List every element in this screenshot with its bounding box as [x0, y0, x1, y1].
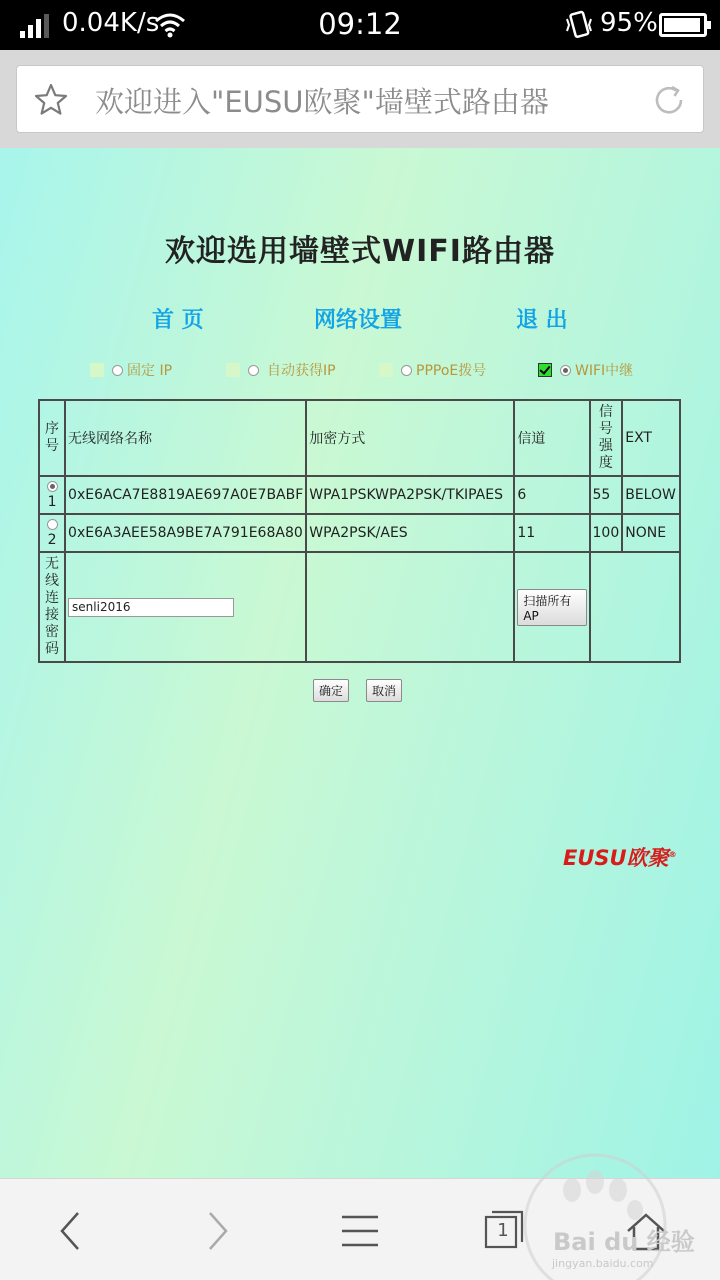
nav-link-home[interactable]: 首 页 [152, 308, 204, 333]
address-bar[interactable] [16, 65, 704, 133]
bookmark-star-icon[interactable] [33, 82, 69, 118]
cell-encryption: WPA1PSKWPA2PSK/TKIPAES [306, 476, 514, 514]
password-cell [65, 552, 306, 662]
watermark-url: jingyan.baidu.com [552, 1257, 654, 1270]
mode-radio[interactable] [112, 365, 123, 376]
empty-cell [306, 552, 514, 662]
cell-ssid: 0xE6ACA7E8819AE697A0E7BABF [65, 476, 306, 514]
router-admin-page [0, 148, 720, 1178]
mode-checkbox[interactable] [379, 363, 393, 377]
empty-cell [590, 552, 681, 662]
mode-label: PPPoE拨号 [416, 363, 487, 379]
cell-ext: BELOW [622, 476, 680, 514]
header-ext: EXT [622, 400, 680, 476]
cancel-button[interactable]: 取消 [366, 679, 402, 702]
nav-link-network-settings[interactable]: 网络设置 [314, 308, 403, 333]
header-encryption: 加密方式 [306, 400, 514, 476]
wifi-password-input[interactable] [68, 598, 234, 617]
clock: 09:12 [318, 7, 402, 41]
nav-link-exit[interactable]: 退 出 [516, 308, 568, 333]
cell-channel: 11 [514, 514, 589, 552]
cell-ssid: 0xE6A3AEE58A9BE7A791E68A80 [65, 514, 306, 552]
battery-icon [659, 13, 707, 37]
battery-percent: 95% [600, 8, 658, 38]
page-title: 欢迎选用墙壁式WIFI路由器 [165, 234, 555, 269]
header-ssid: 无线网络名称 [65, 400, 306, 476]
table-row[interactable] [39, 514, 680, 552]
mode-radio[interactable] [401, 365, 412, 376]
mode-label: 固定 IP [127, 363, 173, 379]
cell-ext: NONE [622, 514, 680, 552]
scan-cell [514, 552, 589, 662]
watermark-text: Bai du 经验 [553, 1228, 695, 1256]
network-speed: 0.04K/s [62, 8, 160, 38]
header-signal: 信号强度 [590, 400, 623, 476]
page-title-in-address-bar[interactable]: 欢迎进入"EUSU欧聚"墙壁式路由器 [95, 85, 549, 119]
cell-signal: 100 [590, 514, 623, 552]
cell-encryption: WPA2PSK/AES [306, 514, 514, 552]
mode-radio[interactable] [248, 365, 259, 376]
row-radio-selected[interactable] [47, 481, 58, 492]
forward-icon[interactable] [196, 1209, 240, 1253]
row-select[interactable]: 2 [39, 514, 65, 552]
ap-list-table [38, 399, 681, 663]
mode-radio-selected[interactable] [560, 365, 571, 376]
menu-icon[interactable] [338, 1209, 382, 1253]
mode-static-ip[interactable] [90, 360, 172, 380]
mode-wifi-repeater[interactable] [538, 360, 633, 380]
mode-label: 自动获得IP [267, 363, 336, 379]
tab-count: 1 [497, 1220, 509, 1241]
row-radio[interactable] [47, 519, 58, 530]
password-row [39, 552, 680, 662]
password-label: 无线连接密码 [39, 552, 65, 662]
mode-checkbox-checked[interactable] [538, 363, 552, 377]
table-header-row [39, 400, 680, 476]
back-icon[interactable] [50, 1209, 94, 1253]
mode-dhcp[interactable] [226, 360, 336, 380]
header-index: 序号 [39, 400, 65, 476]
row-select[interactable]: 1 [39, 476, 65, 514]
header-channel: 信道 [514, 400, 589, 476]
reload-icon[interactable] [651, 82, 687, 118]
table-row[interactable] [39, 476, 680, 514]
browser-toolbar [0, 50, 720, 148]
mode-label: WIFI中继 [575, 363, 634, 379]
confirm-button[interactable]: 确定 [313, 679, 349, 702]
cell-signal: 55 [590, 476, 623, 514]
mode-checkbox[interactable] [226, 363, 240, 377]
mode-pppoe[interactable] [379, 360, 486, 380]
cell-channel: 6 [514, 476, 589, 514]
scan-all-ap-button[interactable]: 扫描所有AP [517, 589, 586, 626]
eusu-logo: EUSU欧聚® [563, 846, 677, 870]
status-bar [0, 0, 720, 50]
vibrate-icon [564, 10, 594, 40]
mode-checkbox[interactable] [90, 363, 104, 377]
connection-mode-group [0, 360, 720, 384]
